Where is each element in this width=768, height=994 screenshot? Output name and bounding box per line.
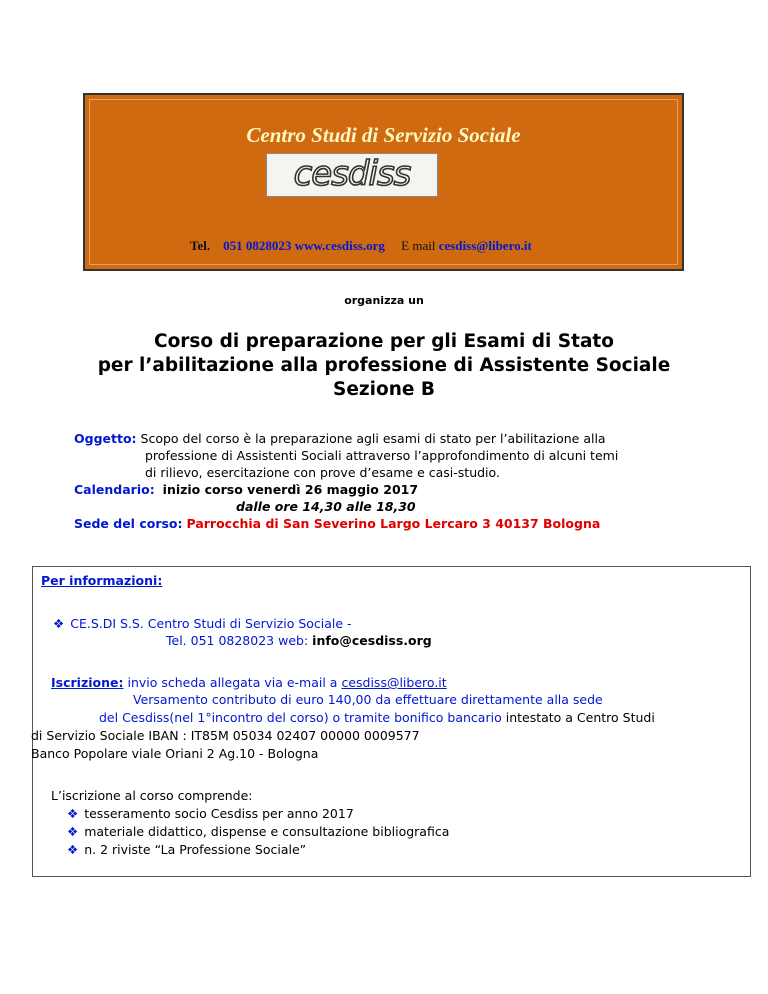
course-title-line1: Corso di preparazione per gli Esami di Stato [154, 331, 614, 352]
website-link[interactable]: www.cesdiss.org [294, 238, 385, 253]
info-box [32, 566, 751, 877]
bank-line: Banco Popolare viale Oriani 2 Ag.10 - Bologna [31, 746, 319, 761]
iscrizione-email-link[interactable]: cesdiss@libero.it [341, 675, 447, 690]
email-label: E mail [401, 238, 436, 253]
oggetto-label: Oggetto: [74, 431, 137, 446]
info-heading: Per informazioni: [41, 573, 163, 588]
svg-text:cesdiss: cesdiss [293, 154, 411, 194]
list-item: ❖ tesseramento socio Cesdiss per anno 2017 [67, 806, 354, 821]
versamento-line1: Versamento contributo di euro 140,00 da effettuare direttamente alla sede [133, 692, 603, 707]
contact-line2: Tel. 051 0828023 web: info@cesdiss.org [166, 633, 432, 648]
contacts-line [190, 238, 532, 254]
includes-heading: L’iscrizione al corso comprende: [51, 788, 253, 803]
email-link[interactable]: cesdiss@libero.it [438, 238, 532, 253]
calendario-value: inizio corso venerdì 26 maggio 2017 [162, 482, 419, 497]
calendario-time: dalle ore 14,30 alle 18,30 [236, 499, 416, 514]
versamento-line2: del Cesdiss(nel 1°incontro del corso) o tramite bonifico bancario intestato a Centro Studi [99, 710, 655, 725]
iscrizione-label: Iscrizione: [51, 675, 124, 690]
cesdiss-logo [266, 153, 438, 197]
course-title-line2: per l’abilitazione alla professione di Assistente Sociale [97, 355, 671, 376]
diamond-bullet-icon: ❖ [67, 824, 79, 839]
tel-label: Tel. [190, 238, 211, 253]
iscrizione-line: Iscrizione: invio scheda allegata via e-mail a cesdiss@libero.it [51, 675, 447, 690]
contact-web-link[interactable]: info@cesdiss.org [312, 633, 432, 648]
diamond-bullet-icon: ❖ [67, 806, 79, 821]
course-details [74, 430, 714, 532]
list-item: ❖ n. 2 riviste “La Professione Sociale” [67, 842, 307, 857]
header-banner [83, 93, 684, 271]
oggetto-line1: Scopo del corso è la preparazione agli esami di stato per l’abilitazione alla [140, 431, 606, 446]
course-title-line3: Sezione B [333, 379, 435, 400]
iban-line: di Servizio Sociale IBAN : IT85M 05034 02407 00000 0009577 [31, 728, 420, 743]
diamond-bullet-icon: ❖ [67, 842, 79, 857]
contact-line1: ❖ CE.S.DI S.S. Centro Studi di Servizio Sociale - [53, 616, 352, 631]
list-item: ❖ materiale didattico, dispense e consultazione bibliografica [67, 824, 450, 839]
course-title [0, 330, 768, 402]
sede-value: Parrocchia di San Severino Largo Lercaro 3 40137 Bologna [186, 516, 601, 531]
oggetto-line2: professione di Assistenti Sociali attraverso l’approfondimento di alcuni temi [145, 448, 619, 463]
tel-value: 051 0828023 [223, 238, 292, 253]
intro-text: organizza un [344, 294, 424, 307]
oggetto-line3: di rilievo, esercitazione con prove d’esame e casi-studio. [145, 465, 500, 480]
calendario-label: Calendario: [74, 482, 155, 497]
org-title: Centro Studi di Servizio Sociale [246, 123, 521, 147]
diamond-bullet-icon: ❖ [53, 616, 65, 631]
sede-label: Sede del corso: [74, 516, 183, 531]
